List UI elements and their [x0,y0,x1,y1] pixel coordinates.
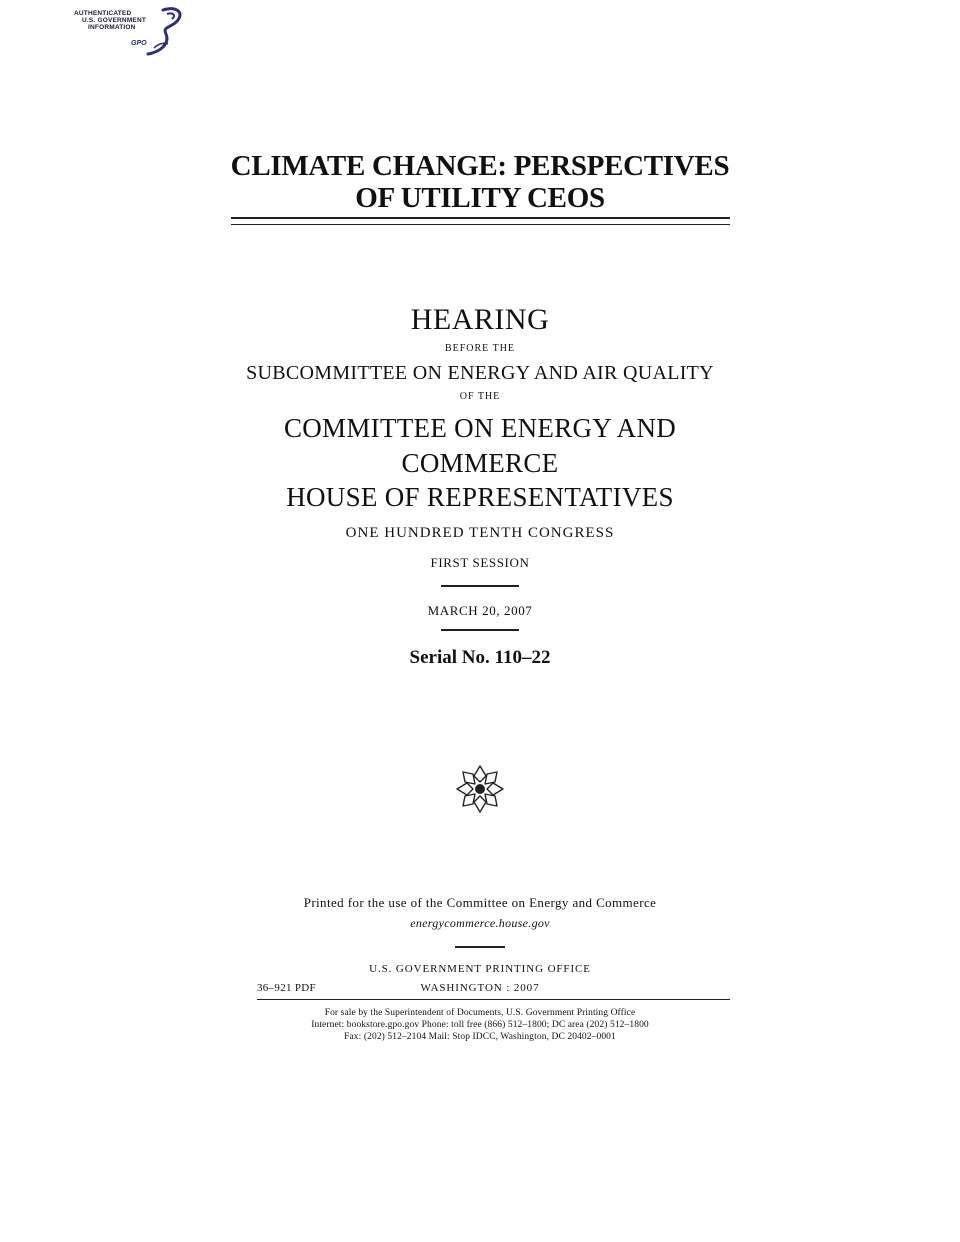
printing-rule [455,946,505,948]
footer-rule [257,999,730,1000]
congress-line: ONE HUNDRED TENTH CONGRESS [345,525,615,541]
committee-line-1: COMMITTEE ON ENERGY AND [283,413,677,443]
sale-line-2: Internet: bookstore.gpo.gov Phone: toll free (866) 512–1800; DC area (202) 512–1800 [311,1020,649,1030]
printed-for-line: Printed for the use of the Committee on Energy and Commerce [303,895,657,910]
sale-line-3: Fax: (202) 512–2104 Mail: Stop IDCC, Washington, DC 20402–0001 [344,1032,616,1042]
of-the-label: OF THE [459,391,501,402]
house-line: HOUSE OF REPRESENTATIVES [286,482,674,512]
seal-line-3: INFORMATION [88,24,136,31]
seal-line-2: U.S. GOVERNMENT [82,17,147,24]
hearing-heading: HEARING [410,303,550,336]
flower-ornament-icon [453,762,507,816]
date-rule [441,629,519,631]
committee-line-2: COMMERCE [401,448,559,478]
title-double-rule [231,217,730,225]
gpo-authentication-seal [68,4,186,60]
session-line: FIRST SESSION [430,555,530,570]
title-line-2: OF UTILITY CEOS [355,182,605,214]
hearing-date: MARCH 20, 2007 [427,603,533,618]
website-line: energycommerce.house.gov [410,916,550,930]
seal-line-1: AUTHENTICATED [74,10,132,17]
serial-number: Serial No. 110–22 [409,647,551,668]
seal-gpo-mark: GPO [131,40,147,47]
printing-office-line: U.S. GOVERNMENT PRINTING OFFICE [369,963,591,975]
document-number: 36–921 PDF [257,982,316,994]
session-rule [441,585,519,587]
title-line-1: CLIMATE CHANGE: PERSPECTIVES [230,150,730,182]
place-year-line: WASHINGTON : 2007 [420,982,540,994]
sale-line-1: For sale by the Superintendent of Documents, U.S. Government Printing Office [324,1008,636,1018]
subcommittee-name: SUBCOMMITTEE ON ENERGY AND AIR QUALITY [246,362,714,384]
eagle-icon [68,4,186,60]
before-the-label: BEFORE THE [444,343,516,354]
